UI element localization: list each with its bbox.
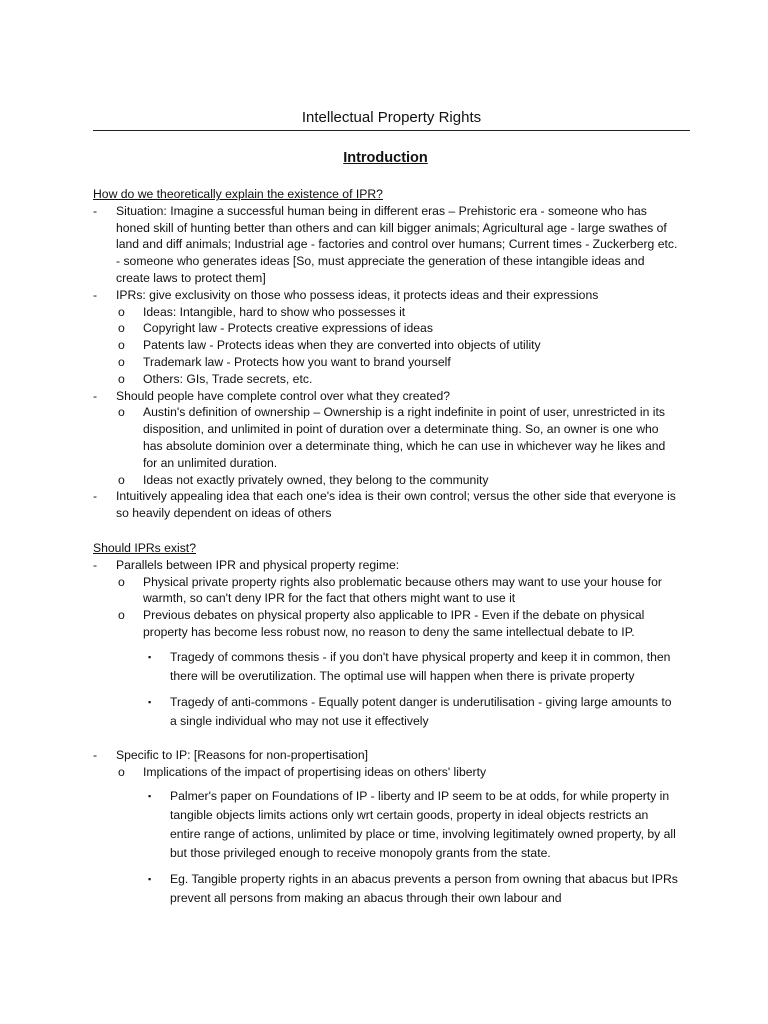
question-heading-2: Should IPRs exist?	[93, 540, 196, 555]
bullet-text: IPRs: give exclusivity on those who possess ideas, it protects ideas and their expressions	[116, 287, 599, 302]
sub-bullet	[116, 320, 678, 337]
sub-bullet-text: Austin's definition of ownership – Ownership is a right indefinite in point of user, unrestricted in its disposition, and unlimited in point of duration over a determinate thing. So, an owner is one who has absolute dominion over a determinate thing, which he can use in whichever way he likes and for an unlimited duration.	[143, 405, 666, 470]
sub-bullet	[116, 337, 678, 354]
square-bullet	[143, 787, 678, 863]
circle-marker: o	[118, 321, 125, 336]
bullet-text: Specific to IP: [Reasons for non-propertisation]	[116, 747, 369, 762]
square-marker: ▪	[148, 791, 152, 802]
question-heading-1: How do we theoretically explain the existence of IPR?	[93, 187, 383, 201]
square-bullet	[143, 648, 678, 686]
section-title: Introduction	[343, 150, 428, 166]
bullet-text: Parallels between IPR and physical property regime:	[116, 557, 400, 572]
dash-marker: -	[93, 203, 98, 218]
sub-bullet	[116, 472, 678, 489]
circle-marker: o	[118, 304, 125, 319]
dash-marker: -	[93, 287, 98, 302]
sub-bullet-text: Trademark law - Protects how you want to brand yourself	[143, 354, 451, 369]
bullet-text: Should people have complete control over what they created?	[116, 388, 451, 403]
circle-marker: o	[118, 405, 125, 420]
bullet-intuitive	[93, 488, 678, 522]
square-bullet-text: Tragedy of anti-commons - Equally potent danger is underutilisation - giving large amounts to a single individual who may not use it effectively	[170, 694, 672, 728]
circle-marker: o	[118, 354, 125, 369]
sub-bullet	[116, 764, 678, 781]
circle-marker: o	[118, 472, 125, 487]
bullet-complete-control	[93, 388, 678, 405]
circle-marker: o	[118, 338, 125, 353]
bullet-text: Intuitively appealing idea that each one's idea is their own control; versus the other side that everyone is so heavily dependent on ideas of others	[116, 489, 676, 521]
sub-bullet-text: Patents law - Protects ideas when they are converted into objects of utility	[143, 338, 541, 353]
bullet-text: Situation: Imagine a successful human being in different eras – Prehistoric era - someone who has honed skill of hunting better than others and can kill bigger animals; Agricultural age - large swathes of land and diff animals; Industrial age - factories and control over humans; Current times - Zuckerberg etc. - someone who generates ideas [So, must appreciate the generation of these intangible ideas and create laws to protect them]	[116, 203, 678, 285]
dash-marker: -	[93, 388, 98, 403]
sub-bullet-text: Ideas not exactly privately owned, they belong to the community	[143, 472, 489, 487]
circle-marker: o	[118, 608, 125, 623]
sub-bullet	[116, 607, 678, 641]
circle-marker: o	[118, 574, 125, 589]
sub-bullet	[116, 404, 678, 471]
square-marker: ▪	[148, 696, 152, 707]
square-bullet-text: Eg. Tangible property rights in an abacus prevents a person from owning that abacus but IPRs prevent all persons from making an abacus through their own labour and	[170, 872, 678, 906]
document-title: Intellectual Property Rights	[93, 108, 690, 131]
sub-bullet	[116, 304, 678, 321]
square-marker: ▪	[148, 874, 152, 885]
square-bullet	[143, 693, 678, 731]
dash-marker: -	[93, 557, 98, 572]
bullet-iprs	[93, 287, 678, 304]
dash-marker: -	[93, 747, 98, 762]
sub-bullet	[116, 371, 678, 388]
bullet-parallels	[93, 557, 678, 574]
sub-bullet-text: Previous debates on physical property also applicable to IPR - Even if the debate on physical property has become less robust now, no reason to deny the same intellectual debate to IP.	[143, 608, 645, 639]
sub-bullet	[116, 354, 678, 371]
sub-bullet-text: Implications of the impact of propertising ideas on others' liberty	[143, 764, 487, 779]
sub-bullet-text: Copyright law - Protects creative expressions of ideas	[143, 321, 433, 336]
sub-bullet-text: Physical private property rights also problematic because others may want to use your house for warmth, so can't deny IPR for the fact that others might want to use it	[143, 574, 662, 606]
square-marker: ▪	[148, 651, 152, 662]
square-bullet-text: Palmer's paper on Foundations of IP - liberty and IP seem to be at odds, for while property in tangible objects limits actions only wrt certain goods, property in ideal objects restricts an entire range of actions, unlimited by place or time, involving legitimately owned property, by all but those privileged enough to receive monopoly grants from the state.	[170, 789, 676, 861]
bullet-specific-ip	[93, 747, 678, 764]
sub-bullet	[116, 574, 678, 608]
dash-marker: -	[93, 489, 98, 504]
sub-bullet-text: Ideas: Intangible, hard to show who possesses it	[143, 304, 406, 319]
circle-marker: o	[118, 371, 125, 386]
sub-bullet-text: Others: GIs, Trade secrets, etc.	[143, 371, 313, 386]
circle-marker: o	[118, 764, 125, 779]
square-bullet	[143, 870, 678, 908]
bullet-situation	[93, 203, 678, 287]
square-bullet-text: Tragedy of commons thesis - if you don't have physical property and keep it in common, then there will be overutilization. The optimal use will happen when there is private property	[170, 649, 671, 683]
